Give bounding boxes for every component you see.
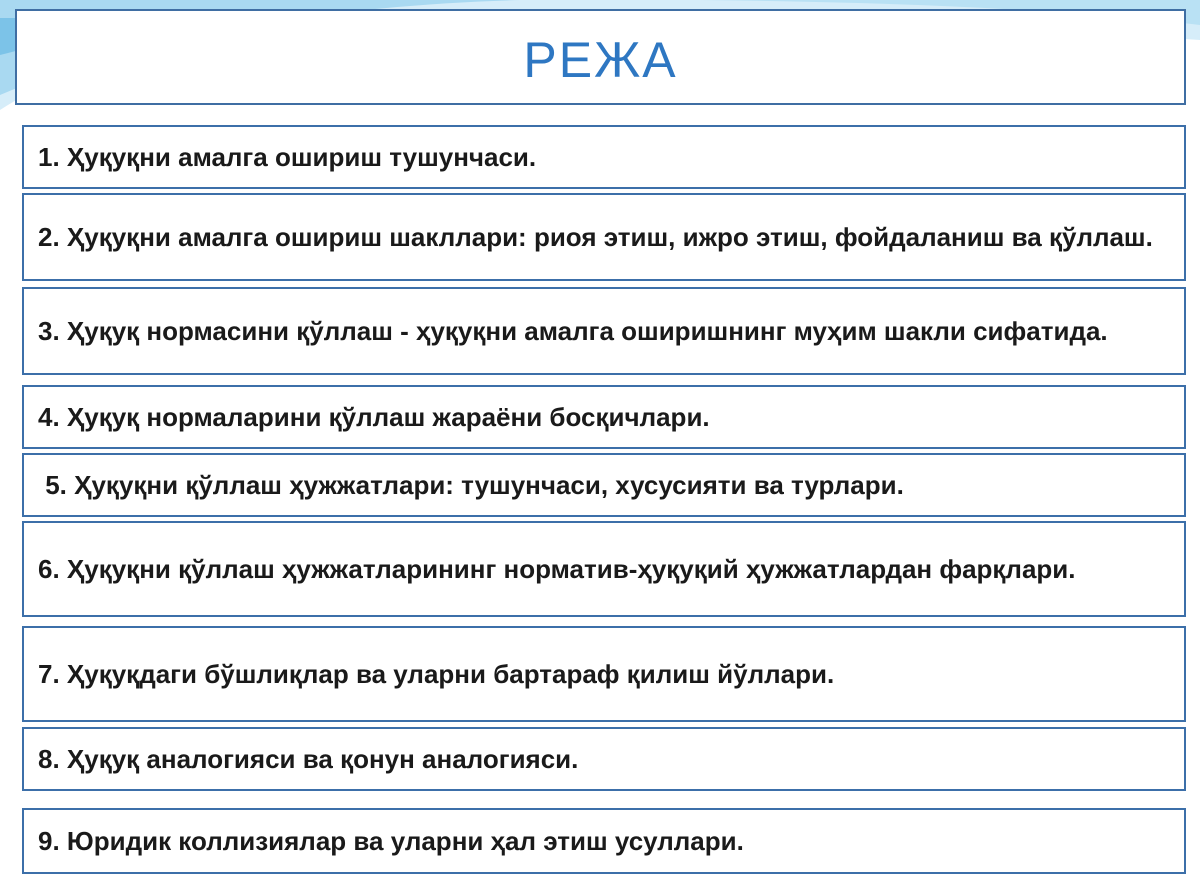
slide-title: РЕЖА bbox=[523, 32, 678, 88]
plan-item-text: 1. Ҳуқуқни амалга ошириш тушунчаси. bbox=[38, 142, 537, 172]
plan-item-2 bbox=[22, 193, 1186, 281]
plan-item-9 bbox=[22, 808, 1186, 874]
plan-item-6 bbox=[22, 521, 1186, 617]
plan-item-5 bbox=[22, 453, 1186, 517]
plan-item-text: 9. Юридик коллизиялар ва уларни ҳал этиш усуллари. bbox=[38, 826, 744, 856]
plan-item-text: 8. Ҳуқуқ аналогияси ва қонун аналогияси. bbox=[38, 744, 579, 774]
plan-item-text: 6. Ҳуқуқни қўллаш ҳужжатларининг норматив-ҳуқуқий ҳужжатлардан фарқлари. bbox=[38, 554, 1076, 584]
plan-item-4 bbox=[22, 385, 1186, 449]
plan-item-text: 7. Ҳуқуқдаги бўшлиқлар ва уларни бартараф қилиш йўллари. bbox=[38, 659, 835, 689]
plan-item-7 bbox=[22, 626, 1186, 722]
plan-item-3 bbox=[22, 287, 1186, 375]
plan-item-text: 3. Ҳуқуқ нормасини қўллаш - ҳуқуқни амалга оширишнинг муҳим шакли сифатида. bbox=[38, 316, 1108, 346]
plan-item-1 bbox=[22, 125, 1186, 189]
plan-item-text: 2. Ҳуқуқни амалга ошириш шакллари: риоя этиш, ижро этиш, фойдаланиш ва қўллаш. bbox=[38, 222, 1153, 252]
plan-item-8 bbox=[22, 727, 1186, 791]
plan-item-text: 5. Ҳуқуқни қўллаш ҳужжатлари: тушунчаси, хусусияти ва турлари. bbox=[38, 470, 904, 500]
title-box bbox=[15, 9, 1186, 105]
plan-item-text: 4. Ҳуқуқ нормаларини қўллаш жараёни босқичлари. bbox=[38, 402, 710, 432]
